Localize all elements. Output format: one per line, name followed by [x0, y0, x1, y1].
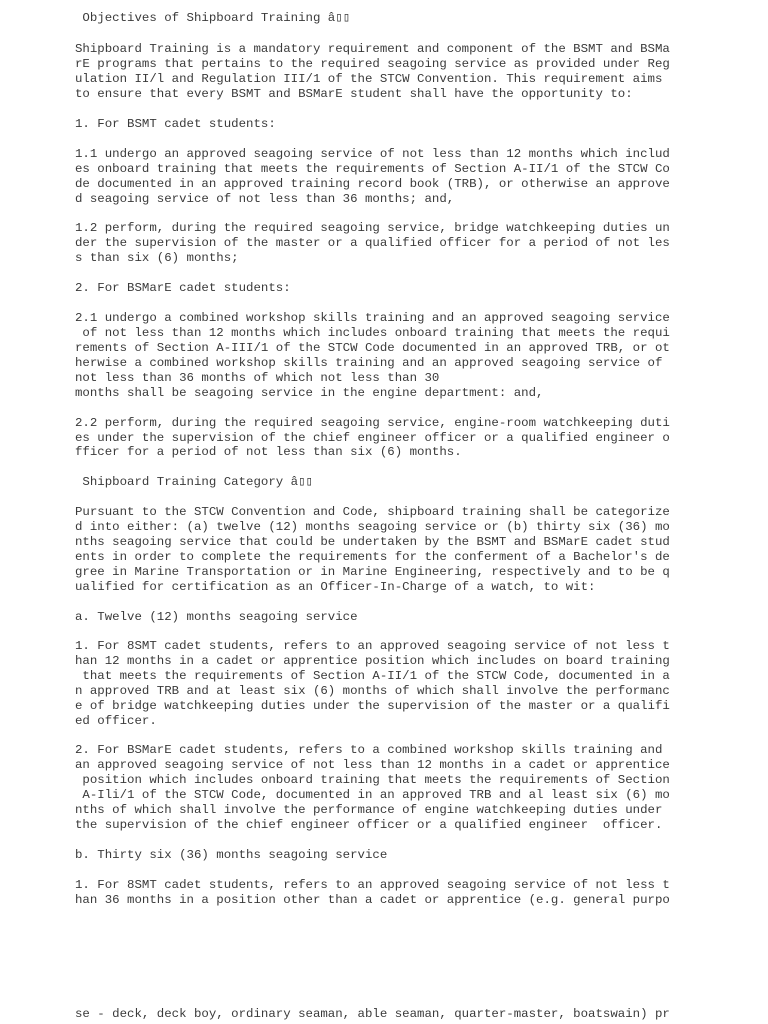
- text-line: that meets the requirements of Section A-II/1 of the STCW Code, documented in a: [75, 669, 670, 683]
- text-line: es onboard training that meets the requirements of Section A-II/1 of the STCW Co: [75, 162, 670, 176]
- list-heading-bsmt: 1. For BSMT cadet students:: [75, 117, 276, 131]
- text-line: Pursuant to the STCW Convention and Code, shipboard training shall be categorize: [75, 505, 670, 519]
- text-line: 1.1 undergo an approved seagoing service of not less than 12 months which includ: [75, 147, 670, 161]
- subheading-thirty-six-months: b. Thirty six (36) months seagoing service: [75, 848, 388, 862]
- text-line: han 36 months in a position other than a cadet or apprentice (e.g. general purpo: [75, 893, 670, 907]
- text-line: 1. For 8SMT cadet students, refers to an approved seagoing service of not less t: [75, 639, 670, 653]
- text-line: not less than 36 months of which not less than 30: [75, 371, 440, 385]
- document-page: [75, 0, 765, 1024]
- text-line: Shipboard Training is a mandatory requirement and component of the BSMT and BSMa: [75, 42, 670, 56]
- text-line: s than six (6) months;: [75, 251, 239, 265]
- text-line: ed officer.: [75, 714, 157, 728]
- text-line: an approved seagoing service of not less than 12 months in a cadet or apprentice: [75, 758, 670, 772]
- text-line: ualified for certification as an Officer-In-Charge of a watch, to wit:: [75, 580, 596, 594]
- text-line: ents in order to complete the requirements for the conferment of a Bachelor's de: [75, 550, 670, 564]
- text-line: nths of which shall involve the performance of engine watchkeeping duties under: [75, 803, 663, 817]
- text-line: ulation II/l and Regulation III/1 of the STCW Convention. This requirement aims: [75, 72, 663, 86]
- text-line: 1.2 perform, during the required seagoing service, bridge watchkeeping duties un: [75, 221, 670, 235]
- text-line: the supervision of the chief engineer officer or a qualified engineer officer.: [75, 818, 663, 832]
- text-line: n approved TRB and at least six (6) months of which shall involve the performanc: [75, 684, 670, 698]
- subheading-twelve-months: a. Twelve (12) months seagoing service: [75, 610, 358, 624]
- text-line: fficer for a period of not less than six (6) months.: [75, 445, 462, 459]
- text-line: months shall be seagoing service in the engine department: and,: [75, 386, 544, 400]
- text-line: han 12 months in a cadet or apprentice position which includes on board training: [75, 654, 670, 668]
- text-line: der the supervision of the master or a qualified officer for a period of not les: [75, 236, 670, 250]
- text-line: 1. For 8SMT cadet students, refers to an approved seagoing service of not less t: [75, 878, 670, 892]
- text-line: rements of Section A-III/1 of the STCW Code documented in an approved TRB, or ot: [75, 341, 670, 355]
- text-line: rE programs that pertains to the required seagoing service as provided under Reg: [75, 57, 670, 71]
- text-line: position which includes onboard training that meets the requirements of Section: [75, 773, 670, 787]
- text-line: A-Ili/1 of the STCW Code, documented in an approved TRB and al least six (6) mo: [75, 788, 670, 802]
- text-line: herwise a combined workshop skills training and an approved seagoing service of: [75, 356, 663, 370]
- text-line: d seagoing service of not less than 36 months; and,: [75, 192, 455, 206]
- heading-category: Shipboard Training Category â▯▯: [75, 475, 313, 489]
- heading-objectives: Objectives of Shipboard Training â▯▯: [75, 11, 351, 25]
- text-line: to ensure that every BSMT and BSMarE student shall have the opportunity to:: [75, 87, 633, 101]
- text-line: nths seagoing service that could be undertaken by the BSMT and BSMarE cadet stud: [75, 535, 670, 549]
- text-line: e of bridge watchkeeping duties under the supervision of the master or a qualifi: [75, 699, 670, 713]
- text-line: 2.1 undergo a combined workshop skills training and an approved seagoing service: [75, 311, 670, 325]
- text-line: 2. For BSMarE cadet students, refers to a combined workshop skills training and: [75, 743, 663, 757]
- text-line: gree in Marine Transportation or in Marine Engineering, respectively and to be q: [75, 565, 670, 579]
- list-heading-bsmare: 2. For BSMarE cadet students:: [75, 281, 291, 295]
- text-line: es under the supervision of the chief engineer officer or a qualified engineer o: [75, 431, 670, 445]
- text-line: 2.2 perform, during the required seagoing service, engine-room watchkeeping duti: [75, 416, 670, 430]
- text-line: de documented in an approved training record book (TRB), or otherwise an approve: [75, 177, 670, 191]
- text-line: se - deck, deck boy, ordinary seaman, able seaman, quarter-master, boatswain) pr: [75, 1007, 670, 1021]
- text-line: d into either: (a) twelve (12) months seagoing service or (b) thirty six (36) mo: [75, 520, 670, 534]
- text-line: of not less than 12 months which includes onboard training that meets the requi: [75, 326, 670, 340]
